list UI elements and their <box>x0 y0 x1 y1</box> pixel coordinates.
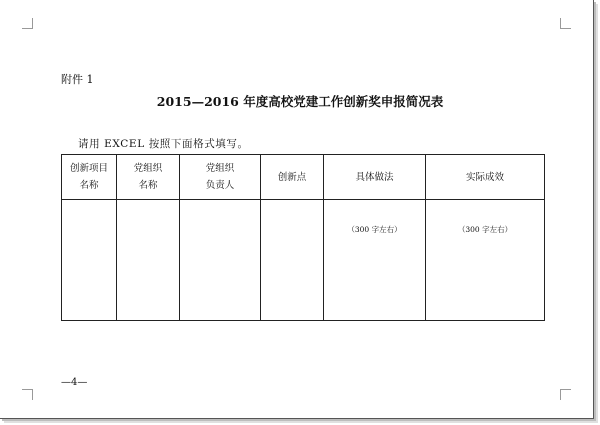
table-row <box>62 200 545 321</box>
header-specific-method: 具体做法 <box>324 155 426 200</box>
header-innovation-point: 创新点 <box>261 155 324 200</box>
application-table <box>61 154 545 321</box>
crop-mark-top-right <box>560 18 571 29</box>
attachment-label: 附件 1 <box>61 73 94 86</box>
table-header-row <box>62 155 545 200</box>
cell-project-name <box>62 200 117 321</box>
cell-org-leader <box>180 200 261 321</box>
page-title: 2015—2016 年度高校党建工作创新奖申报简况表 <box>156 94 444 109</box>
header-project-name: 创新项目 名称 <box>62 155 117 200</box>
page-number: —4— <box>61 377 88 388</box>
crop-mark-bottom-right <box>560 389 571 400</box>
cell-innovation-point <box>261 200 324 321</box>
header-org-name: 党组织 名称 <box>117 155 180 200</box>
cell-specific-method: （300 字左右） <box>324 200 426 321</box>
instruction-text: 请用 EXCEL 按照下面格式填写。 <box>78 138 249 150</box>
crop-mark-top-left <box>22 18 33 29</box>
cell-org-name <box>117 200 180 321</box>
header-actual-result: 实际成效 <box>426 155 545 200</box>
crop-mark-bottom-left <box>22 389 33 400</box>
cell-actual-result: （300 字左右） <box>426 200 545 321</box>
header-org-leader: 党组织 负责人 <box>180 155 261 200</box>
